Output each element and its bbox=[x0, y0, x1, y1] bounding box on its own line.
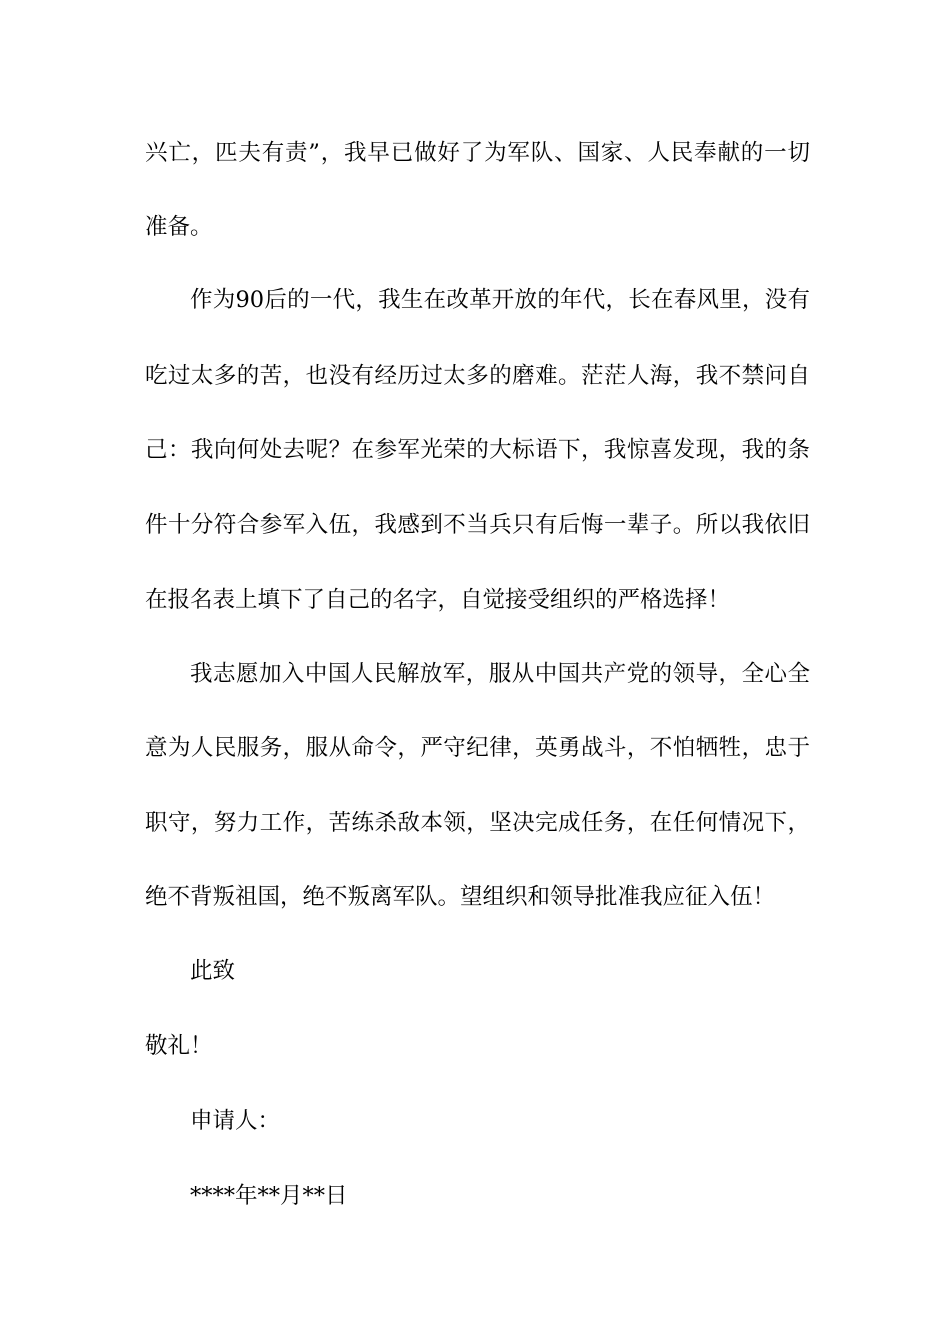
paragraph-3-line-1: 我志愿加入中国人民解放军，服从中国共产党的领导，全心全 bbox=[190, 661, 810, 687]
salute-text: 敬礼！ bbox=[145, 1033, 213, 1059]
paragraph-2-line-3: 己：我向何处去呢？在参军光荣的大标语下，我惊喜发现，我的条 bbox=[145, 437, 810, 463]
date-text: ****年**月**日 bbox=[190, 1183, 348, 1209]
applicant-label: 申请人： bbox=[190, 1108, 281, 1134]
paragraph-3-line-4: 绝不背叛祖国，绝不叛离军队。望组织和领导批准我应征入伍！ bbox=[145, 884, 776, 910]
paragraph-1-line-1: 兴亡，匹夫有责”，我早已做好了为军队、国家、人民奉献的一切 bbox=[145, 140, 810, 166]
paragraph-1-line-2: 准备。 bbox=[145, 214, 213, 240]
paragraph-3-line-3: 职守，努力工作，苦练杀敌本领，坚决完成任务，在任何情况下， bbox=[145, 810, 810, 836]
paragraph-2-line-1: 作为90后的一代，我生在改革开放的年代，长在春风里，没有 bbox=[190, 287, 810, 313]
paragraph-3-line-2: 意为人民服务，服从命令，严守纪律，英勇战斗，不怕牺牲，忠于 bbox=[145, 735, 810, 761]
paragraph-2-line-5: 在报名表上填下了自己的名字，自觉接受组织的严格选择！ bbox=[145, 587, 731, 613]
closing-text: 此致 bbox=[190, 958, 236, 984]
paragraph-2-line-2: 吃过太多的苦，也没有经历过太多的磨难。茫茫人海，我不禁问自 bbox=[145, 363, 810, 389]
paragraph-2-line-4: 件十分符合参军入伍，我感到不当兵只有后悔一辈子。所以我依旧 bbox=[145, 512, 810, 538]
